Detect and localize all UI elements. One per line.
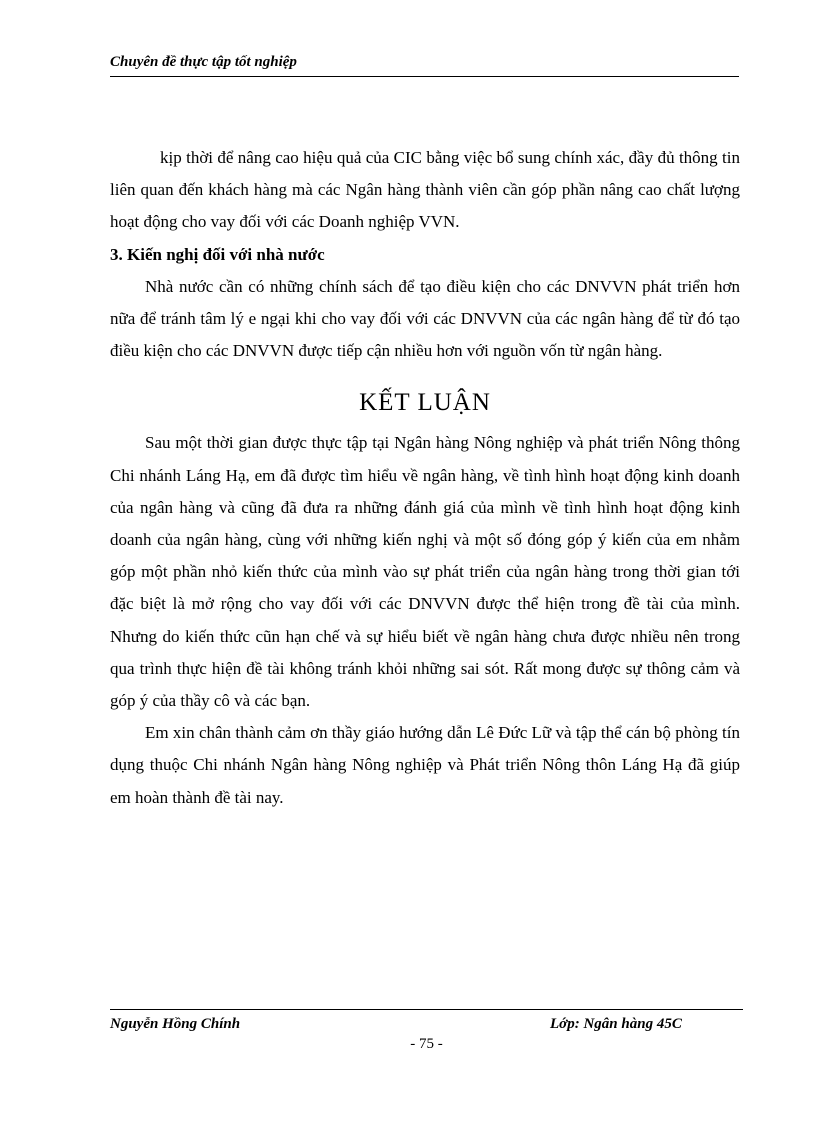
- header-title: Chuyên đề thực tập tốt nghiệp: [110, 54, 297, 70]
- page-number: - 75 -: [410, 1036, 443, 1052]
- header-rule: [110, 76, 739, 77]
- paragraph-continuation: kịp thời để nâng cao hiệu quả của CIC bằng việc bổ sung chính xác, đầy đủ thông tin liên quan đến khách hàng mà các Ngân hàng thành viên cần góp phần nâng cao chất lượng hoạt động cho vay đối với các Doanh nghiệp VVN.: [110, 148, 740, 232]
- section-heading: 3. Kiến nghị đối với nhà nước: [110, 244, 325, 264]
- document-body: [110, 142, 740, 814]
- paragraph-conclusion-2: Em xin chân thành cảm ơn thầy giáo hướng dẫn Lê Đức Lữ và tập thể cán bộ phòng tín dụng thuộc Chi nhánh Ngân hàng Nông nghiệp và Phát triển Nông thôn Láng Hạ đã giúp em hoàn thành đề tài nay.: [110, 723, 740, 807]
- paragraph-conclusion-1: Sau một thời gian được thực tập tại Ngân hàng Nông nghiệp và phát triển Nông thông Chi nhánh Láng Hạ, em đã được tìm hiểu về ngân hàng, về tình hình hoạt động kinh doanh của ngân hàng và cũng đã đưa ra những đánh giá của mình về tình hình hoạt động kinh doanh của ngân hàng, cùng với những kiến nghị và một số đóng góp ý kiến của em nhằm góp một phần nhỏ kiến thức của mình vào sự phát triển của ngân hàng trong thời gian tới đặc biệt là mở rộng cho vay đối với các DNVVN được thể hiện trong đề tài của mình. Nhưng do kiến thức cũn hạn chế và sự hiểu biết về ngân hàng chưa được nhiều nên trong qua trình thực hiện đề tài không tránh khỏi những sai sót. Rất mong được sự thông cảm và góp ý của thầy cô và các bạn.: [110, 433, 740, 711]
- footer-author: Nguyễn Hồng Chính: [110, 1016, 241, 1032]
- footer-rule: [110, 1009, 743, 1010]
- footer-class-label: Lớp: Ngân hàng 45C: [550, 1016, 682, 1032]
- conclusion-title: KẾT LUẬN: [359, 389, 491, 417]
- paragraph-state-recommendation: Nhà nước cần có những chính sách để tạo điều kiện cho các DNVVN phát triển hơn nữa để tránh tâm lý e ngại khi cho vay đối với các DNVVN của các ngân hàng để từ đó tạo điều kiện cho các DNVVN được tiếp cận nhiều hơn với nguồn vốn từ ngân hàng.: [110, 276, 740, 361]
- page-header: [110, 52, 739, 72]
